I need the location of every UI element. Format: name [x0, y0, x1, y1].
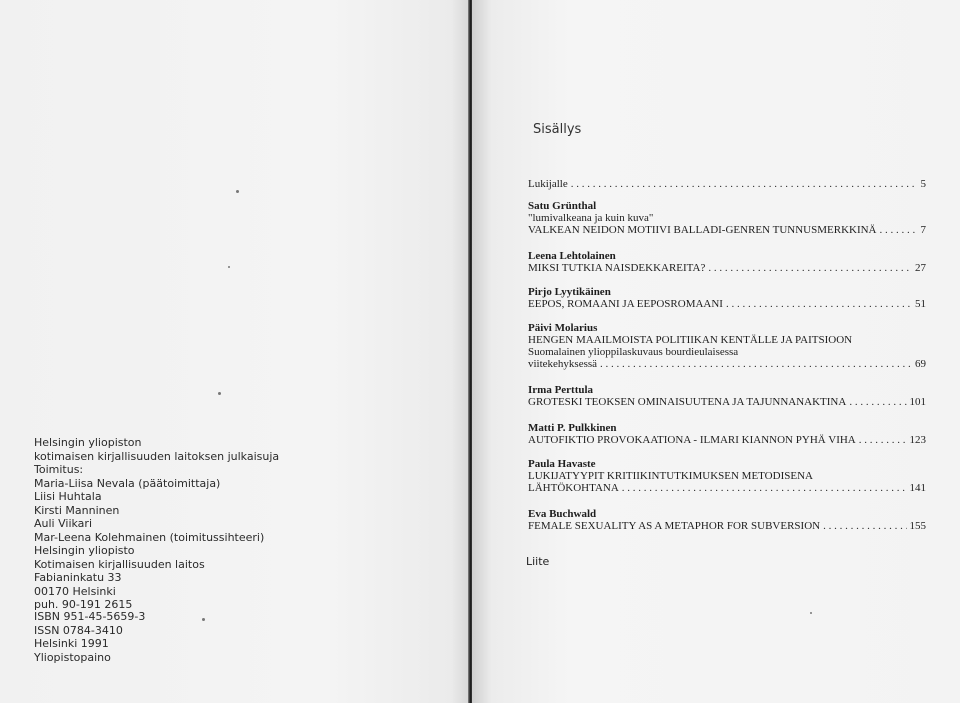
dot-leader: [823, 520, 906, 532]
toc-subtitle: Suomalainen ylioppilaskuvaus bourdieulaisessa: [528, 346, 739, 358]
toc-entry-title: AUTOFIKTIO PROVOKAATIONA - ILMARI KIANNON PYHÄ VIHA: [528, 434, 856, 446]
toc-entry-title: Lukijalle: [528, 178, 568, 190]
toc-entry-lyytikainen[interactable]: [528, 286, 926, 310]
page-number: 123: [909, 434, 926, 446]
page-number: 27: [915, 262, 926, 274]
toc-entry-title: LÄHTÖKOHTANA: [528, 482, 619, 494]
toc-entry-line: [528, 224, 926, 236]
isbn-line: ISBN 951-45-5659-3: [34, 610, 146, 623]
toc-entry-line: [528, 298, 926, 310]
toc-subtitle: "lumivalkeana ja kuin kuva": [528, 212, 654, 224]
toc-author: Eva Buchwald: [528, 508, 597, 520]
toc-entry-title: VALKEAN NEIDON MOTIIVI BALLADI-GENREN TUNNUSMERKKINÄ: [528, 224, 877, 236]
toc-author: Leena Lehtolainen: [528, 250, 616, 262]
toc-author: Päivi Molarius: [528, 322, 598, 334]
page-number: 5: [920, 178, 926, 190]
toc-entry-line: [528, 262, 926, 274]
imprint-line: kotimaisen kirjallisuuden laitoksen julkaisuja: [34, 449, 280, 463]
dot-leader: [600, 358, 912, 370]
toc-author: Satu Grünthal: [528, 200, 597, 212]
imprint-line: puh. 90-191 2615: [34, 598, 133, 611]
toc-entry-lukijalle[interactable]: [528, 178, 926, 190]
imprint-line: Kotimaisen kirjallisuuden laitos: [34, 557, 205, 571]
toc-author: Irma Perttula: [528, 384, 594, 396]
toc-entry-pulkkinen[interactable]: [528, 422, 926, 446]
isbn-line: ISSN 0784-3410: [34, 623, 123, 637]
toc-entry-title: EEPOS, ROMAANI JA EEPOSROMAANI: [528, 298, 723, 310]
toc-entry-title: MIKSI TUTKIA NAISDEKKAREITA?: [528, 262, 706, 274]
imprint-block: [34, 436, 334, 612]
dot-leader: [622, 482, 907, 494]
toc-entry-title: viitekehyksessä: [528, 358, 598, 370]
toc-entry-lehtolainen[interactable]: [528, 250, 926, 274]
imprint-line: Fabianinkatu 33: [34, 571, 122, 584]
toc-entry-line: [528, 396, 926, 408]
imprint-line: Maria-Liisa Nevala (päätoimittaja): [34, 476, 221, 490]
toc-entry-perttula[interactable]: [528, 384, 926, 408]
dot-leader: [708, 262, 912, 274]
dot-leader: [726, 298, 912, 310]
page-number: 51: [915, 298, 926, 310]
page-number: 141: [909, 482, 926, 494]
imprint-line: Liisi Huhtala: [34, 490, 102, 503]
imprint-line: Toimitus:: [34, 463, 84, 476]
page-speck: [228, 266, 230, 268]
page-speck: [810, 612, 812, 614]
isbn-line: Helsinki 1991: [34, 637, 109, 650]
toc-title: Sisällys: [533, 122, 582, 137]
imprint-line: Kirsti Manninen: [34, 503, 120, 517]
page-number: 7: [920, 224, 926, 236]
page-number: 155: [909, 520, 926, 532]
toc-entry-line: [528, 482, 926, 494]
imprint-line: Helsingin yliopiston: [34, 436, 142, 449]
page-speck: [236, 190, 239, 193]
toc-entry-title: GROTESKI TEOKSEN OMINAISUUTENA JA TAJUNNANAKTINA: [528, 396, 847, 408]
toc-entry-line: [528, 434, 926, 446]
toc-entry-buchwald[interactable]: [528, 508, 926, 532]
toc-appendix[interactable]: Liite: [526, 555, 550, 568]
toc-author: Pirjo Lyytikäinen: [528, 286, 611, 298]
toc-subtitle: HENGEN MAAILMOISTA POLITIIKAN KENTÄLLE JA PAITSIOON: [528, 334, 853, 346]
toc-subtitle: LUKIJATYYPIT KRITIIKINTUTKIMUKSEN METODISENA: [528, 470, 813, 482]
toc-entry-molarius[interactable]: [528, 322, 926, 370]
toc-author: Paula Havaste: [528, 458, 596, 470]
dot-leader: [859, 434, 907, 446]
isbn-block: [34, 610, 254, 664]
imprint-line: Mar-Leena Kolehmainen (toimitussihteeri): [34, 530, 265, 544]
imprint-line: Helsingin yliopisto: [34, 544, 135, 557]
toc-entry-line: [528, 178, 926, 190]
page-number: 101: [909, 396, 926, 408]
toc-entry-line: [528, 520, 926, 532]
imprint-line: Auli Viikari: [34, 517, 92, 530]
toc-entry-title: FEMALE SEXUALITY AS A METAPHOR FOR SUBVERSION: [528, 520, 821, 532]
dot-leader: [849, 396, 906, 408]
dot-leader: [571, 178, 918, 190]
imprint-line: 00170 Helsinki: [34, 584, 116, 598]
toc-entry-grunthal[interactable]: [528, 200, 926, 236]
toc-author: Matti P. Pulkkinen: [528, 422, 617, 434]
left-page: [0, 0, 470, 703]
dot-leader: [880, 224, 918, 236]
page-speck: [218, 392, 221, 395]
page-number: 69: [915, 358, 926, 370]
toc-entry-havaste[interactable]: [528, 458, 926, 494]
toc-entry-line: [528, 358, 926, 370]
isbn-line: Yliopistopaino: [34, 650, 111, 664]
